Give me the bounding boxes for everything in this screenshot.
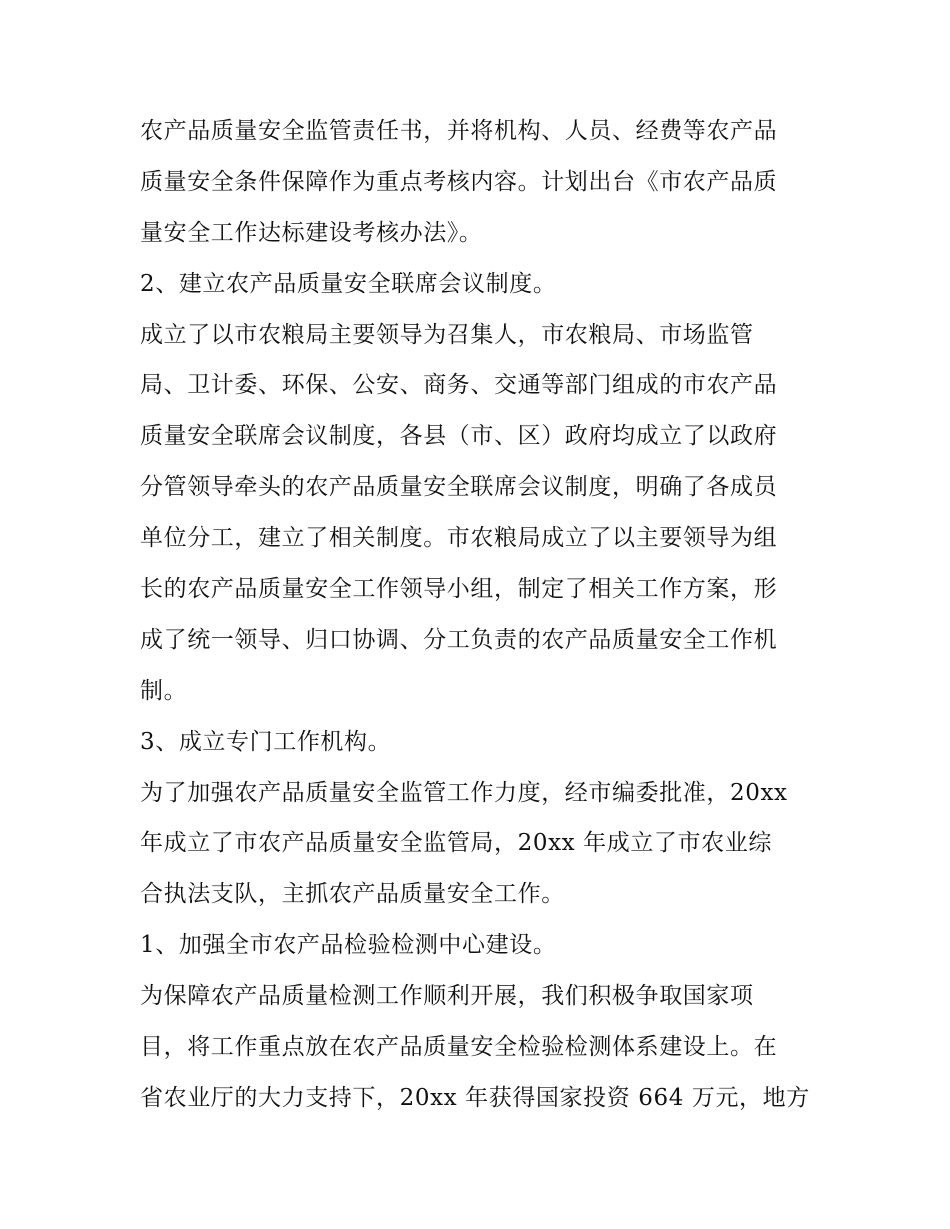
- section-heading-1: 1、加强全市农产品检验检测中心建设。: [140, 932, 557, 959]
- text-line-9: 单位分工，建立了相关制度。市农粮局成立了以主要领导为组: [140, 525, 778, 552]
- text-line-19: 目，将工作重点放在农产品质量安全检验检测体系建设上。在: [140, 1034, 778, 1061]
- body-text: [140, 106, 812, 1124]
- text-line-1: 农产品质量安全监管责任书，并将机构、人员、经费等农产品: [140, 118, 778, 144]
- text-line-12: 制。: [140, 677, 188, 704]
- section-heading-2: 2、建立农产品质量安全联席会议制度。: [140, 270, 557, 297]
- text-line-7: 质量安全联席会议制度，各县（市、区）政府均成立了以政府: [140, 423, 778, 450]
- text-line-6: 局、卫计委、环保、公安、商务、交通等部门组成的市农产品: [140, 372, 778, 399]
- text-line-5: 成立了以市农粮局主要领导为召集人，市农粮局、市场监管: [140, 321, 754, 348]
- text-line-2: 质量安全条件保障作为重点考核内容。计划出台《市农产品质: [140, 168, 778, 195]
- text-line-16: 合执法支队，主抓农产品质量安全工作。: [140, 881, 565, 908]
- text-line-14: 为了加强农产品质量安全监管工作力度，经市编委批准，20xx: [140, 779, 788, 806]
- section-heading-3: 3、成立专门工作机构。: [140, 728, 392, 755]
- text-line-8: 分管领导牵头的农产品质量安全联席会议制度，明确了各成员: [140, 474, 778, 501]
- text-line-15: 年成立了市农产品质量安全监管局，20xx 年成立了市农业综: [140, 830, 772, 857]
- text-line-3: 量安全工作达标建设考核办法》。: [140, 219, 483, 246]
- text-line-18: 为保障农产品质量检测工作顺利开展，我们积极争取国家项: [140, 983, 754, 1010]
- text-line-20: 省农业厅的大力支持下，20xx 年获得国家投资 664 万元，地方: [140, 1084, 810, 1111]
- text-line-11: 成了统一领导、归口协调、分工负责的农产品质量安全工作机: [140, 626, 778, 653]
- text-line-10: 长的农产品质量安全工作领导小组，制定了相关工作方案，形: [140, 576, 778, 603]
